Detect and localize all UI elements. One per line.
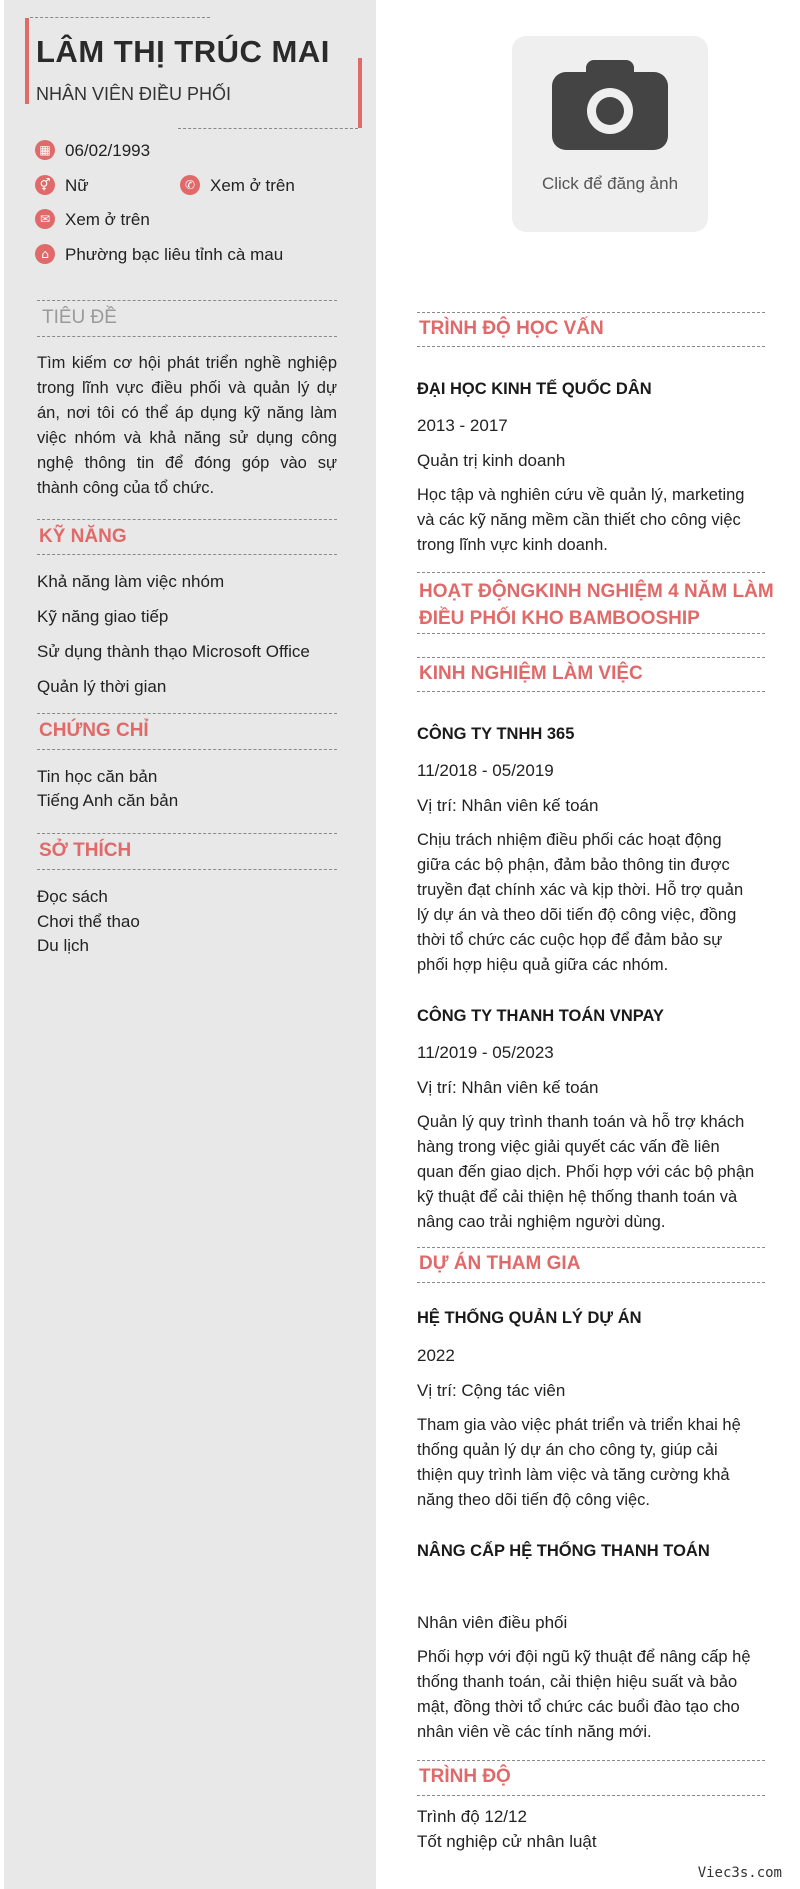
header-divider-bottom [178, 128, 358, 129]
certificates-title: CHỨNG CHỈ [39, 720, 149, 741]
hobby-item: Đọc sách [37, 887, 108, 906]
job-period: 11/2019 - 05/2023 [417, 1043, 554, 1062]
project-description: Tham gia vào việc phát triển và triển khai hệ thống quản lý dự án cho công ty, giúp cải thiện quy trình làm việc và tăng cường khả năng theo dõi tiến độ công việc. [417, 1416, 741, 1509]
divider [417, 312, 765, 313]
candidate-name: LÂM THỊ TRÚC MAI [36, 34, 330, 69]
email-value: Xem ở trên [65, 210, 150, 229]
divider [417, 1282, 765, 1283]
job-company: CÔNG TY THANH TOÁN VNPAY [417, 1007, 664, 1025]
job-company: CÔNG TY TNHH 365 [417, 725, 575, 743]
photo-upload[interactable] [512, 36, 708, 232]
divider [417, 572, 765, 573]
divider [37, 519, 337, 520]
skill-item: Sử dụng thành thạo Microsoft Office [37, 642, 310, 661]
level-item: Trình độ 12/12 [417, 1807, 527, 1826]
divider [37, 336, 337, 337]
home-icon: ⌂ [35, 244, 55, 264]
project-name: HỆ THỐNG QUẢN LÝ DỰ ÁN [417, 1309, 642, 1327]
job-position: Vị trí: Nhân viên kế toán [417, 1078, 599, 1097]
certificate-item: Tiếng Anh căn bản [37, 791, 179, 810]
phone-value: Xem ở trên [210, 176, 295, 195]
divider [37, 554, 337, 555]
education-description: Học tập và nghiên cứu về quản lý, marketing và các kỹ năng mềm cần thiết cho công việc trong lĩnh vực kinh doanh. [417, 486, 745, 554]
header-divider-top [30, 17, 210, 18]
name-accent-bar [25, 18, 29, 104]
divider [37, 833, 337, 834]
level-item: Tốt nghiệp cử nhân luật [417, 1832, 597, 1851]
education-title: TRÌNH ĐỘ HỌC VẤN [419, 318, 604, 339]
hobby-item: Du lịch [37, 936, 89, 955]
skill-item: Quản lý thời gian [37, 677, 167, 696]
divider [37, 300, 337, 301]
watermark: Viec3s.com [697, 1865, 782, 1881]
divider [417, 1795, 765, 1796]
calendar-icon: ▦ [35, 140, 55, 160]
gender-icon: ⚥ [35, 175, 55, 195]
education-period: 2013 - 2017 [417, 416, 508, 435]
job-description: Quản lý quy trình thanh toán và hỗ trợ khách hàng trong việc giải quyết các vấn đề liên quan đến giao dịch. Phối hợp với các bộ phận kỹ thuật để cải thiện hệ thống thanh toán và nâng cao trải nghiệm người dùng. [417, 1113, 755, 1231]
job-period: 11/2018 - 05/2019 [417, 761, 554, 780]
divider [37, 749, 337, 750]
divider [417, 633, 765, 634]
divider [37, 869, 337, 870]
camera-lens-icon [587, 88, 633, 134]
divider [417, 346, 765, 347]
project-description: Phối hợp với đội ngũ kỹ thuật để nâng cấp hệ thống thanh toán, cải thiện hiệu suất và bảo mật, đồng thời tổ chức các buổi đào tạo cho nhân viên về các tính năng mới. [417, 1648, 751, 1741]
education-major: Quản trị kinh doanh [417, 451, 566, 470]
dob-value: 06/02/1993 [65, 141, 151, 160]
certificate-item: Tin học căn bản [37, 767, 158, 786]
email-icon: ✉ [35, 209, 55, 229]
role-accent-bar [358, 58, 362, 128]
project-name: NÂNG CẤP HỆ THỐNG THANH TOÁN [417, 1542, 710, 1560]
job-description: Chịu trách nhiệm điều phối các hoạt động giữa các bộ phận, đảm bảo thông tin được truyền đạt chính xác và kịp thời. Hỗ trợ quản lý dự án và theo dõi tiến độ công việc, đồng thời tổ chức các cuộc họp để đảm bảo sự phối hợp hiệu quả giữa các nhóm. [417, 831, 744, 974]
divider [37, 713, 337, 714]
address-value: Phường bạc liêu tỉnh cà mau [65, 245, 284, 264]
project-position: Vị trí: Cộng tác viên [417, 1381, 566, 1400]
hobby-item: Chơi thể thao [37, 912, 140, 931]
job-position: Vị trí: Nhân viên kế toán [417, 796, 599, 815]
objective-title: TIÊU ĐỀ [42, 307, 117, 328]
hobbies-title: SỞ THÍCH [39, 840, 132, 861]
divider [417, 1760, 765, 1761]
phone-icon: ✆ [180, 175, 200, 195]
gender-value: Nữ [65, 176, 89, 195]
project-position: Nhân viên điều phối [417, 1613, 568, 1632]
candidate-role: NHÂN VIÊN ĐIỀU PHỐI [36, 84, 232, 104]
level-title: TRÌNH ĐỘ [419, 1766, 511, 1787]
skills-title: KỸ NĂNG [39, 526, 127, 547]
skill-item: Khả năng làm việc nhóm [37, 572, 225, 591]
school-name: ĐẠI HỌC KINH TẾ QUỐC DÂN [417, 380, 652, 398]
divider [417, 1247, 765, 1248]
activities-title: HOẠT ĐỘNGKINH NGHIỆM 4 NĂM LÀM ĐIỀU PHỐI KHO BAMBOOSHIP [419, 581, 774, 629]
objective-text: Tìm kiếm cơ hội phát triển nghề nghiệp trong lĩnh vực điều phối và quản lý dự án, nơi tôi có thể áp dụng kỹ năng làm việc nhóm và khả năng sử dụng công nghệ thông tin để đóng góp vào sự thành công của tổ chức. [37, 354, 337, 497]
project-year: 2022 [417, 1346, 455, 1365]
skill-item: Kỹ năng giao tiếp [37, 607, 169, 626]
photo-caption: Click để đăng ảnh [541, 174, 679, 193]
divider [417, 691, 765, 692]
experience-title: KINH NGHIỆM LÀM VIỆC [419, 663, 643, 684]
projects-title: DỰ ÁN THAM GIA [419, 1253, 581, 1274]
divider [417, 657, 765, 658]
